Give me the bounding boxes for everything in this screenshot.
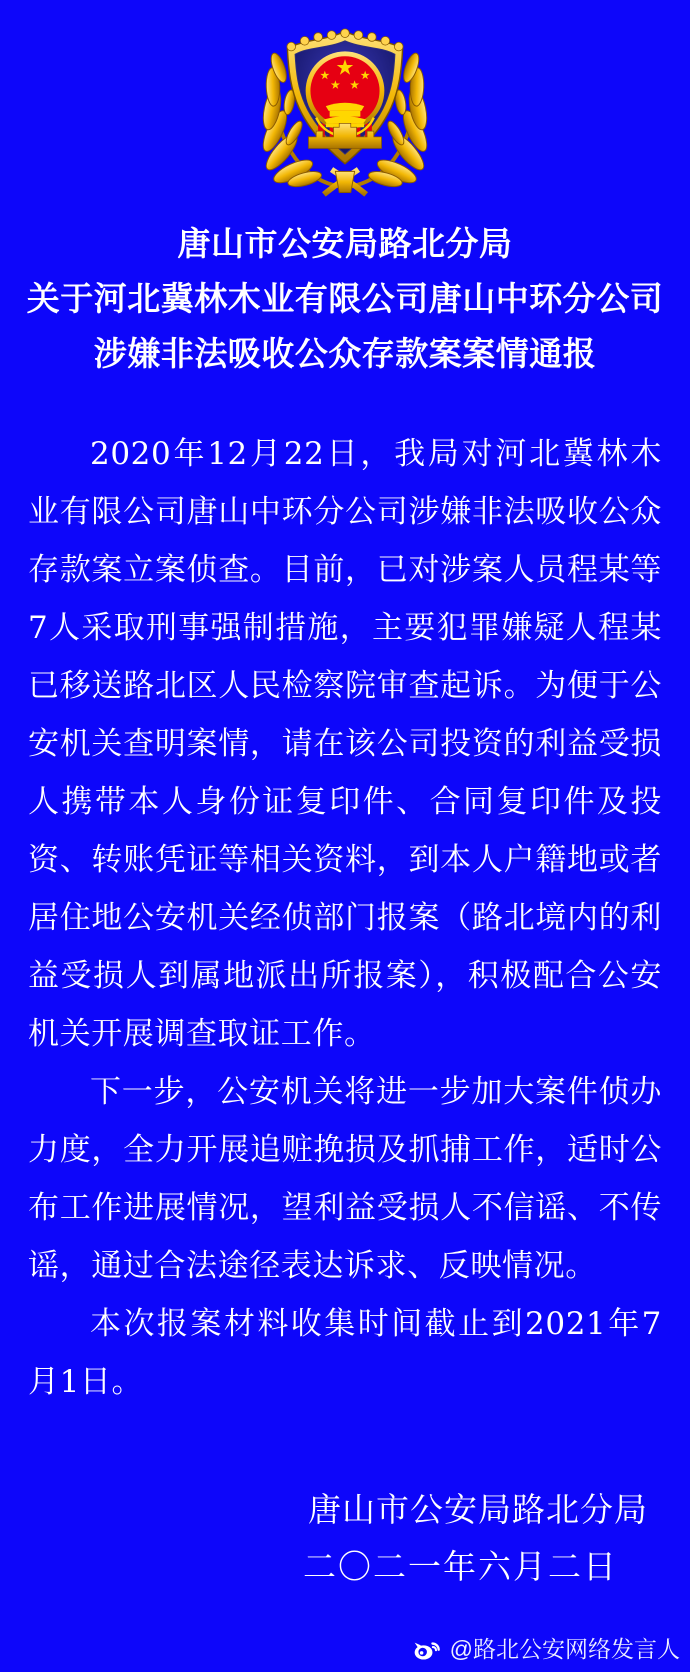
weibo-icon (412, 1634, 444, 1662)
watermark-text: @路北公安网络发言人 (449, 1636, 680, 1662)
title-type-line: 涉嫌非法吸收公众存款案案情通报 (93, 335, 597, 372)
paragraph-deadline: 本次报案材料收集时间截止到2021年7月1日。 (28, 1306, 662, 1400)
title-subject-line: 关于河北冀林木业有限公司唐山中环分公司 (26, 280, 664, 317)
notice-body (28, 425, 662, 1411)
police-badge-emblem (249, 16, 441, 202)
notice-title (0, 216, 690, 381)
signature-block (0, 1481, 690, 1595)
title-agency-line: 唐山市公安局路北分局 (177, 225, 513, 262)
notice-page (0, 16, 690, 1672)
paragraph-case-filing: 2020年12月22日，我局对河北冀林木业有限公司唐山中环分公司涉嫌非法吸收公众存款案立案侦查。目前，已对涉案人员程某等7人采取刑事强制措施，主要犯罪嫌疑人程某已移送路北区人民检察院审查起诉。为便于公安机关查明案情，请在该公司投资的利益受损人携带本人身份证复印件、合同复印件及投资、转账凭证等相关资料，到本人户籍地或者居住地公安机关经侦部门报案（路北境内的利益受损人到属地派出所报案），积极配合公安机关开展调查取证工作。 (28, 436, 662, 1052)
watermark (412, 1631, 680, 1664)
signature-date: 二〇二一年六月二日 (303, 1547, 618, 1586)
paragraph-next-steps: 下一步，公安机关将进一步加大案件侦办力度，全力开展追赃挽损及抓捕工作，适时公布工作进展情况，望利益受损人不信谣、不传谣，通过合法途径表达诉求、反映情况。 (28, 1074, 662, 1284)
signature-agency: 唐山市公安局路北分局 (308, 1490, 648, 1529)
